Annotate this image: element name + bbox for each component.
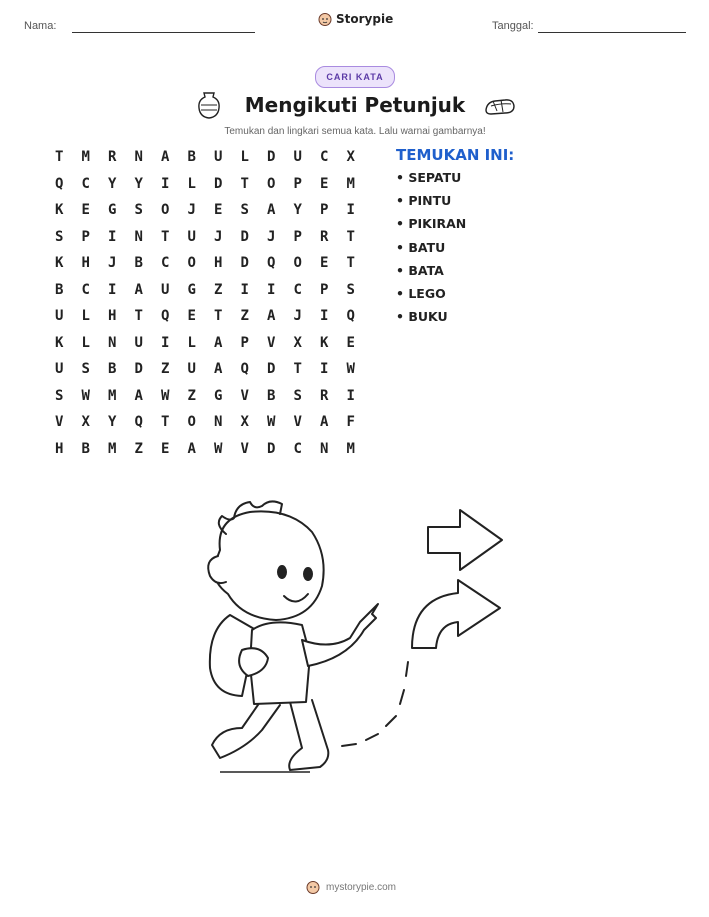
sandal-icon — [483, 92, 517, 118]
grid-letter[interactable]: B — [108, 361, 117, 378]
grid-letter[interactable]: C — [81, 175, 90, 192]
grid-letter[interactable]: Y — [108, 175, 117, 192]
word-item: • BATU — [396, 239, 446, 255]
grid-letter[interactable]: P — [320, 281, 329, 298]
grid-letter[interactable]: P — [293, 175, 302, 192]
grid-letter[interactable]: Y — [134, 175, 143, 192]
grid-letter[interactable]: H — [108, 308, 117, 325]
grid-letter[interactable]: P — [320, 202, 329, 219]
grid-letter[interactable]: K — [320, 334, 329, 351]
grid-letter[interactable]: Q — [346, 308, 355, 325]
grid-letter[interactable]: O — [293, 255, 302, 272]
grid-letter[interactable]: I — [161, 334, 170, 351]
grid-letter[interactable]: I — [161, 175, 170, 192]
grid-letter[interactable]: V — [240, 440, 249, 457]
grid-letter[interactable]: B — [267, 387, 276, 404]
grid-letter[interactable]: T — [161, 228, 170, 245]
grid-letter[interactable]: S — [134, 202, 143, 219]
grid-letter[interactable]: X — [81, 414, 90, 431]
grid-letter[interactable]: C — [293, 440, 302, 457]
grid-letter[interactable]: B — [55, 281, 64, 298]
grid-letter[interactable]: Z — [161, 361, 170, 378]
storypie-logo-icon — [318, 12, 332, 26]
grid-letter[interactable]: I — [346, 202, 355, 219]
grid-letter[interactable]: S — [346, 281, 355, 298]
grid-letter[interactable]: Z — [214, 281, 223, 298]
grid-letter[interactable]: S — [240, 202, 249, 219]
grid-letter[interactable]: U — [187, 361, 196, 378]
grid-letter[interactable]: O — [267, 175, 276, 192]
grid-letter[interactable]: N — [214, 414, 223, 431]
grid-letter[interactable]: A — [134, 387, 143, 404]
grid-letter[interactable]: M — [81, 149, 90, 166]
grid-letter[interactable]: G — [108, 202, 117, 219]
grid-letter[interactable]: O — [187, 255, 196, 272]
grid-letter[interactable]: S — [293, 387, 302, 404]
grid-letter[interactable]: T — [134, 308, 143, 325]
grid-letter[interactable]: A — [187, 440, 196, 457]
grid-letter[interactable]: E — [161, 440, 170, 457]
grid-letter[interactable]: M — [108, 440, 117, 457]
grid-letter[interactable]: M — [346, 440, 355, 457]
grid-letter[interactable]: T — [346, 228, 355, 245]
grid-letter[interactable]: Z — [240, 308, 249, 325]
grid-letter[interactable]: E — [187, 308, 196, 325]
grid-letter[interactable]: I — [320, 361, 329, 378]
grid-letter[interactable]: A — [161, 149, 170, 166]
footer — [306, 880, 396, 894]
name-line[interactable] — [72, 32, 255, 33]
grid-letter[interactable]: L — [240, 149, 249, 166]
grid-letter[interactable]: T — [346, 255, 355, 272]
grid-letter[interactable]: V — [267, 334, 276, 351]
grid-letter[interactable]: U — [187, 228, 196, 245]
word-item: • SEPATU — [396, 170, 462, 185]
grid-letter[interactable]: C — [293, 281, 302, 298]
grid-letter[interactable]: X — [293, 334, 302, 351]
grid-letter[interactable]: Y — [293, 202, 302, 219]
grid-letter[interactable]: D — [134, 361, 143, 378]
grid-letter[interactable]: Q — [161, 308, 170, 325]
grid-letter[interactable]: I — [240, 281, 249, 298]
grid-letter[interactable]: J — [214, 228, 223, 245]
grid-letter[interactable]: Z — [134, 440, 143, 457]
grid-letter[interactable]: U — [134, 334, 143, 351]
word-search-grid[interactable] — [46, 144, 364, 462]
grid-letter[interactable]: G — [187, 281, 196, 298]
grid-letter[interactable]: R — [108, 149, 117, 166]
grid-letter[interactable]: I — [108, 228, 117, 245]
grid-letter[interactable]: B — [187, 149, 196, 166]
coloring-illustration[interactable] — [190, 490, 520, 790]
arrow-right-icon — [428, 510, 502, 570]
brand-logo — [318, 12, 393, 26]
grid-letter[interactable]: A — [320, 414, 329, 431]
grid-letter[interactable]: I — [108, 281, 117, 298]
grid-letter[interactable]: A — [267, 308, 276, 325]
grid-letter[interactable]: U — [161, 281, 170, 298]
grid-letter[interactable]: D — [214, 175, 223, 192]
grid-letter[interactable]: Q — [267, 255, 276, 272]
page-title: Mengikuti Petunjuk — [244, 93, 466, 117]
grid-letter[interactable]: I — [320, 308, 329, 325]
grid-letter[interactable]: I — [267, 281, 276, 298]
grid-letter[interactable]: T — [161, 414, 170, 431]
grid-letter[interactable]: X — [240, 414, 249, 431]
word-item: • BATA — [396, 262, 444, 278]
grid-letter[interactable]: L — [187, 334, 196, 351]
curved-arrow-icon — [412, 580, 500, 648]
grid-letter[interactable]: S — [55, 387, 64, 404]
instructions: Temukan dan lingkari semua kata. Lalu warnai gambarnya! — [224, 126, 486, 137]
grid-letter[interactable]: Q — [134, 414, 143, 431]
grid-letter[interactable]: L — [187, 175, 196, 192]
grid-letter[interactable]: P — [81, 228, 90, 245]
word-item: • LEGO — [396, 285, 446, 301]
grid-letter[interactable]: P — [240, 334, 249, 351]
word-item: • BUKU — [396, 309, 448, 325]
name-label: Nama: — [24, 20, 57, 32]
grid-letter[interactable]: E — [81, 202, 90, 219]
grid-letter[interactable]: D — [240, 228, 249, 245]
grid-letter[interactable]: B — [81, 440, 90, 457]
grid-letter[interactable]: B — [134, 255, 143, 272]
grid-letter[interactable]: P — [293, 228, 302, 245]
grid-letter[interactable]: N — [320, 440, 329, 457]
grid-letter[interactable]: J — [187, 202, 196, 219]
grid-letter[interactable]: H — [214, 255, 223, 272]
grid-letter[interactable]: R — [320, 228, 329, 245]
grid-letter[interactable]: J — [293, 308, 302, 325]
grid-letter[interactable]: Y — [108, 414, 117, 431]
grid-letter[interactable]: N — [108, 334, 117, 351]
grid-letter[interactable]: O — [187, 414, 196, 431]
date-line[interactable] — [538, 32, 686, 33]
grid-letter[interactable]: S — [81, 361, 90, 378]
grid-letter[interactable]: D — [267, 361, 276, 378]
grid-letter[interactable]: Z — [187, 387, 196, 404]
grid-letter[interactable]: E — [214, 202, 223, 219]
grid-letter[interactable]: W — [267, 414, 276, 431]
grid-letter[interactable]: N — [134, 228, 143, 245]
grid-letter[interactable]: W — [346, 361, 355, 378]
grid-letter[interactable]: M — [346, 175, 355, 192]
date-label: Tanggal: — [492, 20, 534, 32]
storypie-logo-icon — [306, 880, 320, 894]
grid-letter[interactable]: M — [108, 387, 117, 404]
grid-letter[interactable]: N — [134, 149, 143, 166]
grid-letter[interactable]: G — [214, 387, 223, 404]
grid-letter[interactable]: V — [293, 414, 302, 431]
grid-letter[interactable]: H — [55, 440, 64, 457]
grid-letter[interactable]: V — [55, 414, 64, 431]
grid-letter[interactable]: S — [55, 228, 64, 245]
grid-letter[interactable]: C — [81, 281, 90, 298]
word-list — [396, 170, 466, 332]
grid-letter[interactable]: V — [240, 387, 249, 404]
jar-icon — [196, 90, 222, 120]
grid-letter[interactable]: U — [55, 361, 64, 378]
word-list-title: TEMUKAN INI: — [396, 146, 515, 164]
grid-letter[interactable]: D — [240, 255, 249, 272]
grid-letter[interactable]: L — [81, 334, 90, 351]
grid-letter[interactable]: C — [161, 255, 170, 272]
grid-letter[interactable]: A — [214, 361, 223, 378]
grid-letter[interactable]: W — [161, 387, 170, 404]
word-item: • PIKIRAN — [396, 216, 467, 232]
grid-letter[interactable]: O — [161, 202, 170, 219]
grid-letter[interactable]: A — [134, 281, 143, 298]
grid-letter[interactable]: U — [293, 149, 302, 166]
grid-letter[interactable]: A — [214, 334, 223, 351]
grid-letter[interactable]: I — [346, 387, 355, 404]
grid-letter[interactable]: C — [320, 149, 329, 166]
grid-letter[interactable]: U — [55, 308, 64, 325]
grid-letter[interactable]: W — [214, 440, 223, 457]
grid-letter[interactable]: A — [267, 202, 276, 219]
grid-letter[interactable]: H — [81, 255, 90, 272]
grid-letter[interactable]: U — [214, 149, 223, 166]
grid-letter[interactable]: W — [81, 387, 90, 404]
grid-letter[interactable]: R — [320, 387, 329, 404]
grid-letter[interactable]: J — [108, 255, 117, 272]
grid-letter[interactable]: E — [320, 255, 329, 272]
grid-letter[interactable]: Q — [240, 361, 249, 378]
grid-letter[interactable]: E — [346, 334, 355, 351]
grid-letter[interactable]: E — [320, 175, 329, 192]
grid-letter[interactable]: T — [214, 308, 223, 325]
brand-name: Storypie — [336, 12, 394, 26]
grid-letter[interactable]: Q — [55, 175, 64, 192]
grid-letter[interactable]: X — [346, 149, 355, 166]
grid-letter[interactable]: D — [267, 149, 276, 166]
grid-letter[interactable]: J — [267, 228, 276, 245]
grid-letter[interactable]: L — [81, 308, 90, 325]
grid-letter[interactable]: K — [55, 334, 64, 351]
grid-letter[interactable]: F — [346, 414, 355, 431]
grid-letter[interactable]: K — [55, 255, 64, 272]
word-item: • PINTU — [396, 193, 452, 209]
footer-url[interactable]: mystorypie.com — [326, 881, 397, 893]
grid-letter[interactable]: T — [240, 175, 249, 192]
grid-letter[interactable]: T — [55, 149, 64, 166]
activity-badge: CARI KATA — [315, 66, 395, 88]
grid-letter[interactable]: D — [267, 440, 276, 457]
grid-letter[interactable]: T — [293, 361, 302, 378]
grid-letter[interactable]: K — [55, 202, 64, 219]
